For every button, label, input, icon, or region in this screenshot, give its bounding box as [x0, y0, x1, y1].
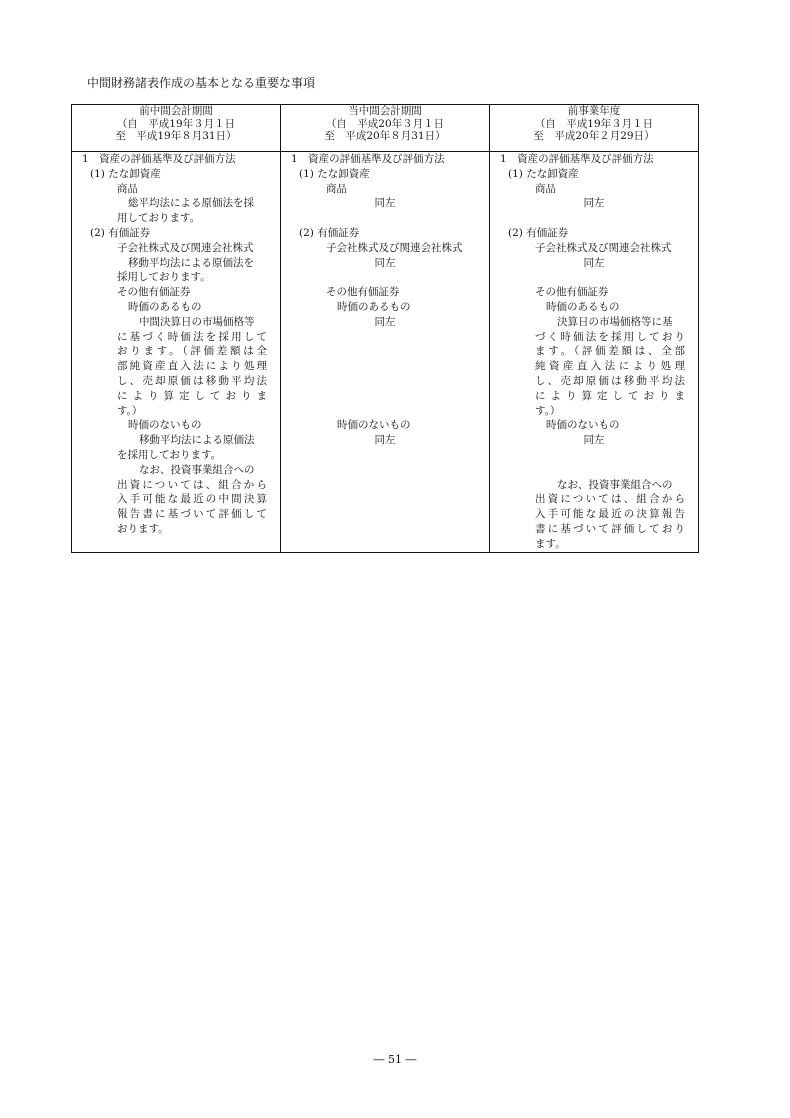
policy-line: (2) 有価証券: [508, 226, 569, 239]
blank-line: [281, 463, 489, 478]
policy-line: 同左: [374, 256, 396, 269]
policy-line: 時価のあるもの: [546, 300, 620, 313]
column-prior-interim: [72, 152, 281, 553]
column-prior-fiscal-year: [490, 152, 699, 553]
period-name: 前事業年度: [567, 105, 621, 117]
policy-line: 部純資産直入法により処理: [117, 360, 267, 373]
policy-line: 移動平均法による原価法を: [128, 256, 254, 269]
blank-line: [490, 448, 698, 463]
blank-line: [281, 211, 489, 226]
policy-line: (2) 有価証券: [299, 226, 360, 239]
policy-line: 時価のないもの: [128, 419, 202, 432]
policy-line: その他有価証券: [535, 286, 609, 299]
blank-line: [281, 507, 489, 522]
policy-line: 入手可能な最近の決算報告: [535, 508, 685, 521]
period-name: 前中間会計期間: [139, 105, 213, 117]
column-header-prior-fiscal-year: [490, 105, 699, 152]
blank-line: [281, 478, 489, 493]
blank-line: [281, 374, 489, 389]
page-title: 中間財務諸表作成の基本となる重要な事項: [87, 76, 316, 90]
policy-line: おります。: [117, 522, 169, 535]
blank-line: [281, 448, 489, 463]
policy-line: 同左: [374, 197, 396, 210]
policy-line: 時価のないもの: [546, 419, 620, 432]
policy-line: 決算日の市場価格等に基: [557, 315, 673, 328]
policy-line: 同左: [583, 434, 605, 447]
policy-line: 総平均法による原価法を採: [128, 197, 254, 210]
policy-line: を採用しております。: [117, 448, 222, 461]
blank-line: [490, 211, 698, 226]
policy-line: 同左: [583, 197, 605, 210]
policy-line: 中間決算日の市場価格等: [139, 315, 255, 328]
blank-line: [281, 404, 489, 419]
blank-line: [281, 270, 489, 285]
policy-line: 同左: [374, 434, 396, 447]
policy-line: 1 資産の評価基準及び評価方法: [82, 153, 236, 165]
blank-line: [490, 270, 698, 285]
policy-line: 同左: [374, 315, 396, 328]
period-from: （自 平成19年３月１日: [534, 117, 654, 130]
policy-line: により算定しておりま: [535, 389, 685, 402]
policy-line: により算定しておりま: [117, 389, 267, 402]
policy-line: 子会社株式及び関連会社株式: [535, 241, 672, 254]
period-from: （自 平成19年３月１日: [116, 117, 236, 130]
period-to: 至 平成20年８月31日）: [324, 130, 446, 142]
policy-line: し、売却原価は移動平均法: [117, 374, 267, 387]
policy-line: (2) 有価証券: [90, 226, 151, 239]
policy-line: 1 資産の評価基準及び評価方法: [500, 153, 654, 165]
policy-line: 出資については、組合から: [535, 493, 685, 506]
policy-line: 商品: [535, 182, 556, 195]
policy-line: 採用しております。: [117, 271, 211, 284]
blank-line: [281, 522, 489, 537]
policy-line: 出資については、組合から: [117, 478, 267, 491]
policy-line: 時価のあるもの: [337, 300, 411, 313]
policy-line: (1) たな卸資産: [299, 167, 370, 180]
policy-line: 純資産直入法により処理: [535, 360, 685, 373]
policy-line: す。）: [535, 404, 561, 417]
blank-line: [281, 344, 489, 359]
policy-line: 商品: [117, 182, 138, 195]
blank-line: [281, 492, 489, 507]
policy-line: す。）: [117, 404, 143, 417]
column-header-current-interim: [281, 105, 490, 152]
blank-line: [281, 389, 489, 404]
table-header-row: [72, 105, 699, 152]
policy-line: づく時価法を採用しており: [535, 330, 685, 343]
accounting-policies-table: [71, 104, 699, 553]
policy-line: 用しております。: [117, 212, 201, 225]
policy-line: 同左: [583, 256, 605, 269]
blank-line: [490, 463, 698, 478]
policy-line: その他有価証券: [117, 286, 191, 299]
policy-line: その他有価証券: [326, 286, 400, 299]
policy-line: 子会社株式及び関連会社株式: [326, 241, 463, 254]
policy-line: なお、投資事業組合への: [557, 478, 673, 491]
policy-line: 移動平均法による原価法: [139, 434, 255, 447]
table-body-row: [72, 152, 699, 553]
policy-line: (1) たな卸資産: [508, 167, 579, 180]
policy-line: おります。（評価差額は全: [117, 345, 267, 358]
policy-line: 報告書に基づいて評価して: [117, 508, 267, 521]
policy-line: 商品: [326, 182, 347, 195]
policy-line: に基づく時価法を採用して: [117, 330, 267, 343]
policy-line: 入手可能な最近の中間決算: [117, 493, 267, 506]
period-to: 至 平成19年８月31日）: [115, 130, 237, 142]
period-to: 至 平成20年２月29日）: [533, 130, 655, 142]
policy-line: 時価のあるもの: [128, 300, 202, 313]
period-name: 当中間会計期間: [348, 105, 422, 117]
page-number: ― 51 ―: [373, 1053, 417, 1066]
policy-line: ます。（評価差額は、全部: [535, 345, 685, 358]
policy-line: なお、投資事業組合への: [139, 463, 255, 476]
policy-line: 書に基づいて評価しており: [535, 522, 685, 535]
policy-line: 子会社株式及び関連会社株式: [117, 241, 254, 254]
column-header-prior-interim: [72, 105, 281, 152]
blank-line: [281, 359, 489, 374]
column-current-interim: [281, 152, 490, 553]
period-from: （自 平成20年３月１日: [325, 117, 445, 130]
policy-line: し、売却原価は移動平均法: [535, 374, 685, 387]
policy-line: (1) たな卸資産: [90, 167, 161, 180]
blank-line: [281, 330, 489, 345]
policy-line: 1 資産の評価基準及び評価方法: [291, 153, 445, 165]
policy-line: ます。: [535, 537, 566, 550]
policy-line: 時価のないもの: [337, 419, 411, 432]
